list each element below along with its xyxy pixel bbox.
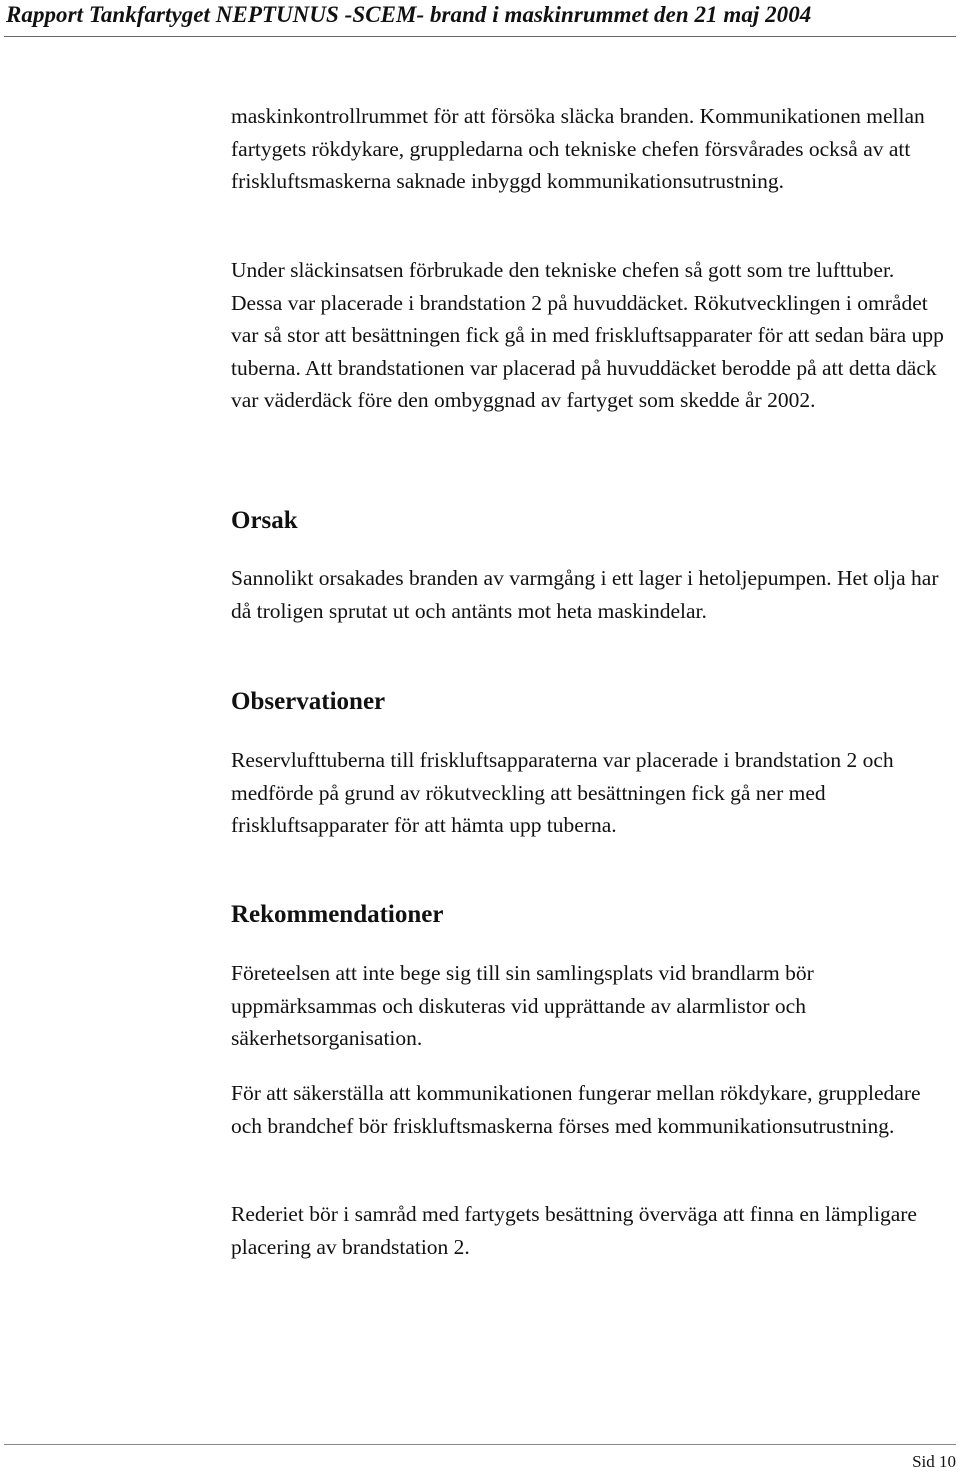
paragraph: Rederiet bör i samråd med fartygets besättning överväga att finna en lämpligare placering av brandstation 2. [231,1202,917,1259]
observationer-paragraph [231,744,951,842]
intro-paragraph-1 [231,100,951,198]
paragraph: Sannolikt orsakades branden av varmgång i ett lager i hetoljepumpen. Het olja har då troligen sprutat ut och antänts mot heta maskindelar. [231,566,939,623]
paragraph: För att säkerställa att kommunikationen fungerar mellan rökdykare, gruppledare och brandchef bör friskluftsmaskerna förses med kommunikationsutrustning. [231,1081,921,1138]
orsak-paragraph [231,562,951,627]
section-heading-orsak: Orsak [231,507,298,534]
footer-divider [4,1444,956,1445]
paragraph: Reservlufttuberna till friskluftsapparaterna var placerade i brandstation 2 och medförde på grund av rökutveckling att besättningen fick gå ner med friskluftsapparater för att hämta upp tuberna. [231,748,894,837]
paragraph: Under släckinsatsen förbrukade den tekniske chefen så gott som tre lufttuber. Dessa var placerade i brandstation 2 på huvuddäcket. Rökutvecklingen i området var så stor att besättningen fick gå in med friskluftsapparater för att sedan bära upp tuberna. Att brandstationen var placerad på huvuddäcket berodde på att detta däck var väderdäck före den ombyggnad av fartyget som skedde år 2002. [231,258,944,412]
paragraph: maskinkontrollrummet för att försöka släcka branden. Kommunikationen mellan fartygets rökdykare, gruppledarna och tekniske chefen försvårades också av att friskluftsmaskerna saknade inbyggd kommunikationsutrustning. [231,104,925,193]
paragraph: Företeelsen att inte bege sig till sin samlingsplats vid brandlarm bör uppmärksammas och diskuteras vid upprättande av alarmlistor och säkerhetsorganisation. [231,961,814,1050]
header-divider [4,36,956,37]
report-title: Rapport Tankfartyget NEPTUNUS -SCEM- brand i maskinrummet den 21 maj 2004 [6,2,812,27]
rekommendationer-paragraph-3 [231,1198,951,1263]
section-heading-observationer: Observationer [231,688,386,715]
section-heading-rekommendationer: Rekommendationer [231,901,444,928]
page-header [4,0,956,40]
page-number: Sid 10 [912,1452,956,1471]
rekommendationer-paragraph-1 [231,957,951,1055]
intro-paragraph-2 [231,254,951,417]
rekommendationer-paragraph-2 [231,1077,951,1142]
